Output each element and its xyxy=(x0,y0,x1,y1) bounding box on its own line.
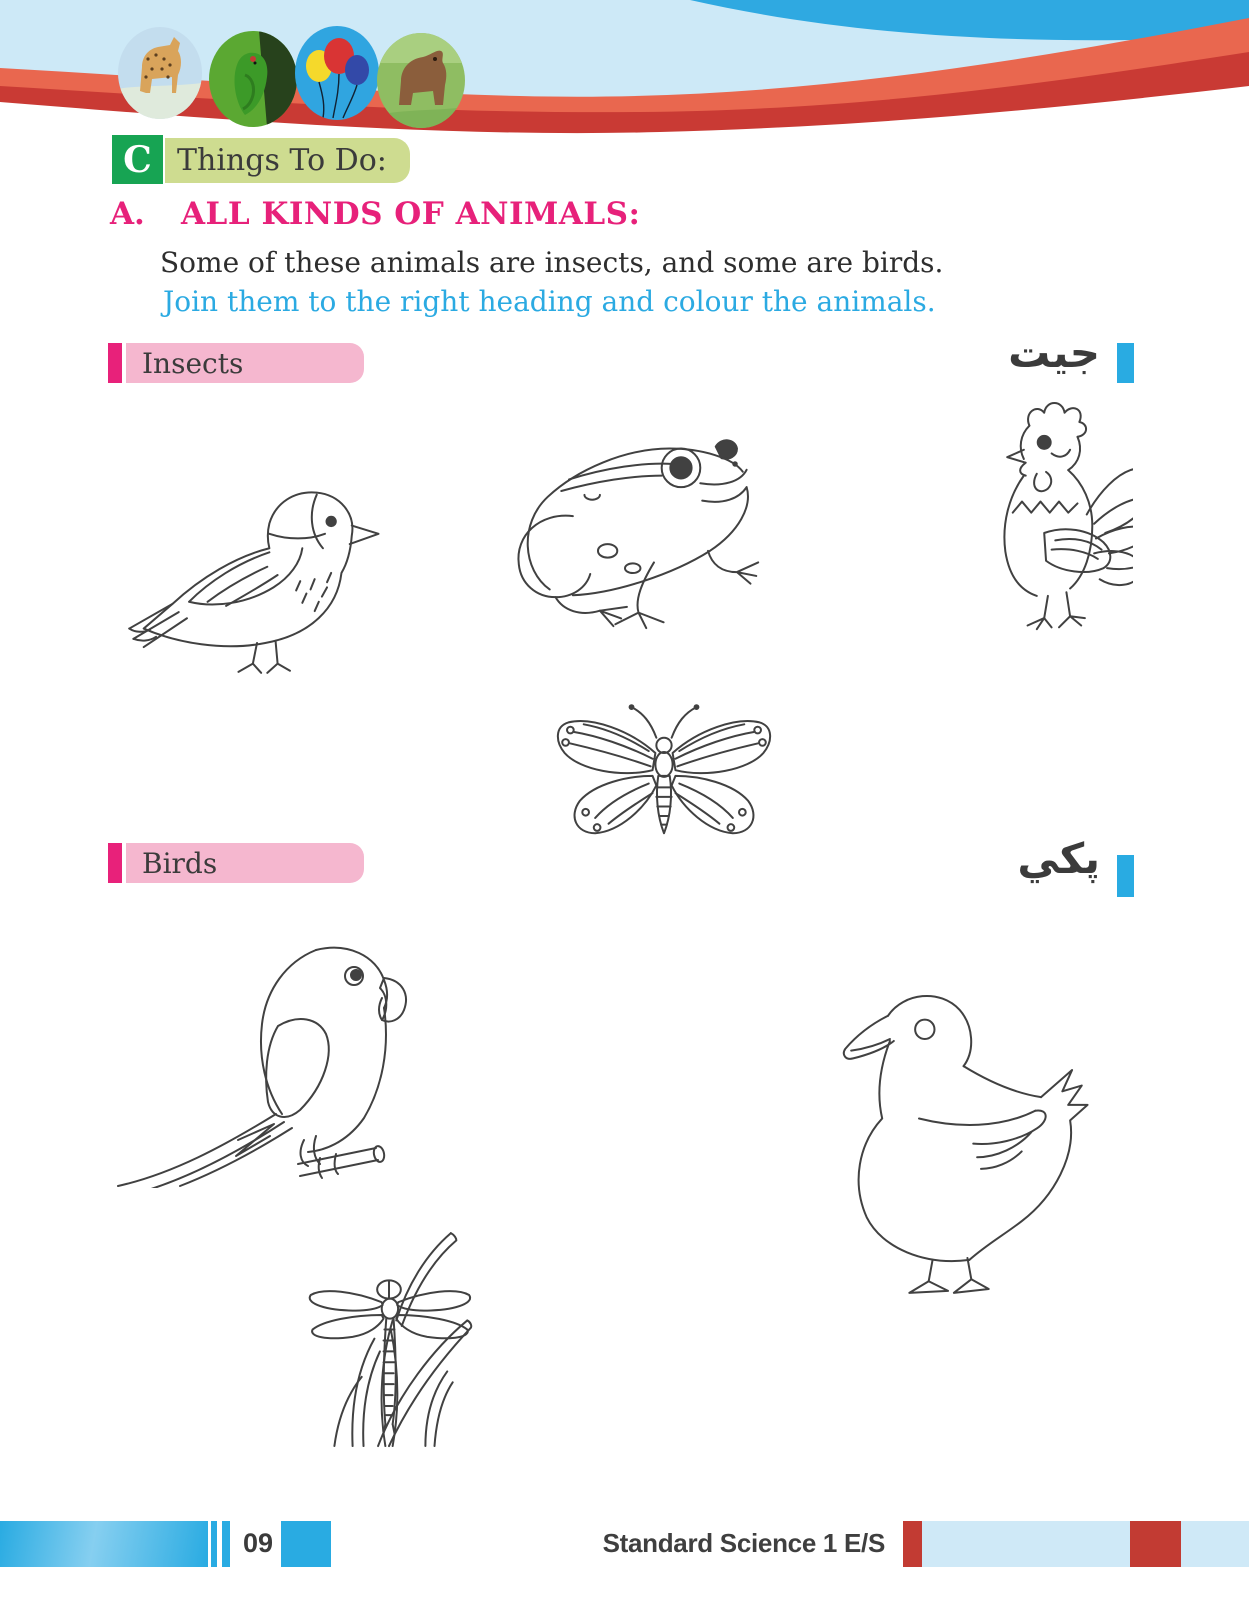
balloons-photo xyxy=(295,26,379,120)
activity-letter: A. xyxy=(110,196,145,232)
insects-heading-label: Insects xyxy=(142,346,244,380)
insects-native-accent-bar xyxy=(1117,343,1134,383)
section-c-badge xyxy=(112,135,163,184)
birds-heading-banner xyxy=(126,843,364,883)
birds-heading-label: Birds xyxy=(142,846,218,880)
footer-red-bar-1 xyxy=(903,1521,922,1567)
bear-photo xyxy=(377,33,465,128)
parrot-drawing xyxy=(88,928,418,1188)
footer-thin-line-2 xyxy=(222,1521,230,1567)
butterfly-drawing xyxy=(548,688,780,860)
dragonfly-drawing xyxy=(298,1192,480,1458)
things-to-do-banner xyxy=(165,138,410,183)
duck-drawing xyxy=(795,972,1105,1294)
insects-accent-bar xyxy=(108,343,122,383)
frog-drawing xyxy=(475,408,775,630)
footer-red-bar-2 xyxy=(1130,1521,1181,1567)
section-c-letter: C xyxy=(123,138,152,181)
footer-thin-line-1 xyxy=(211,1521,217,1567)
instruction-line-1: Some of these animals are insects, and some are birds. xyxy=(160,246,944,279)
birds-native-accent-bar xyxy=(1117,855,1134,897)
birds-native-heading: پکي xyxy=(1017,834,1100,883)
footer-blue-square xyxy=(281,1521,331,1567)
parrot-photo xyxy=(209,31,297,127)
insects-native-heading: جيت xyxy=(1008,328,1100,377)
birds-accent-bar xyxy=(108,843,122,883)
cheetah-photo xyxy=(118,27,202,119)
sparrow-drawing xyxy=(112,472,402,678)
page-number: 09 xyxy=(242,1528,274,1558)
footer-left-bar xyxy=(0,1521,208,1567)
book-title: Standard Science 1 E/S xyxy=(602,1528,885,1558)
insects-heading-banner xyxy=(126,343,364,383)
footer-lightblue-band xyxy=(922,1521,1249,1567)
things-to-do-label: Things To Do: xyxy=(177,143,387,178)
rooster-drawing xyxy=(948,392,1133,637)
activity-title: ALL KINDS OF ANIMALS: xyxy=(181,196,641,232)
instruction-line-2: Join them to the right heading and colour the animals. xyxy=(163,285,936,318)
